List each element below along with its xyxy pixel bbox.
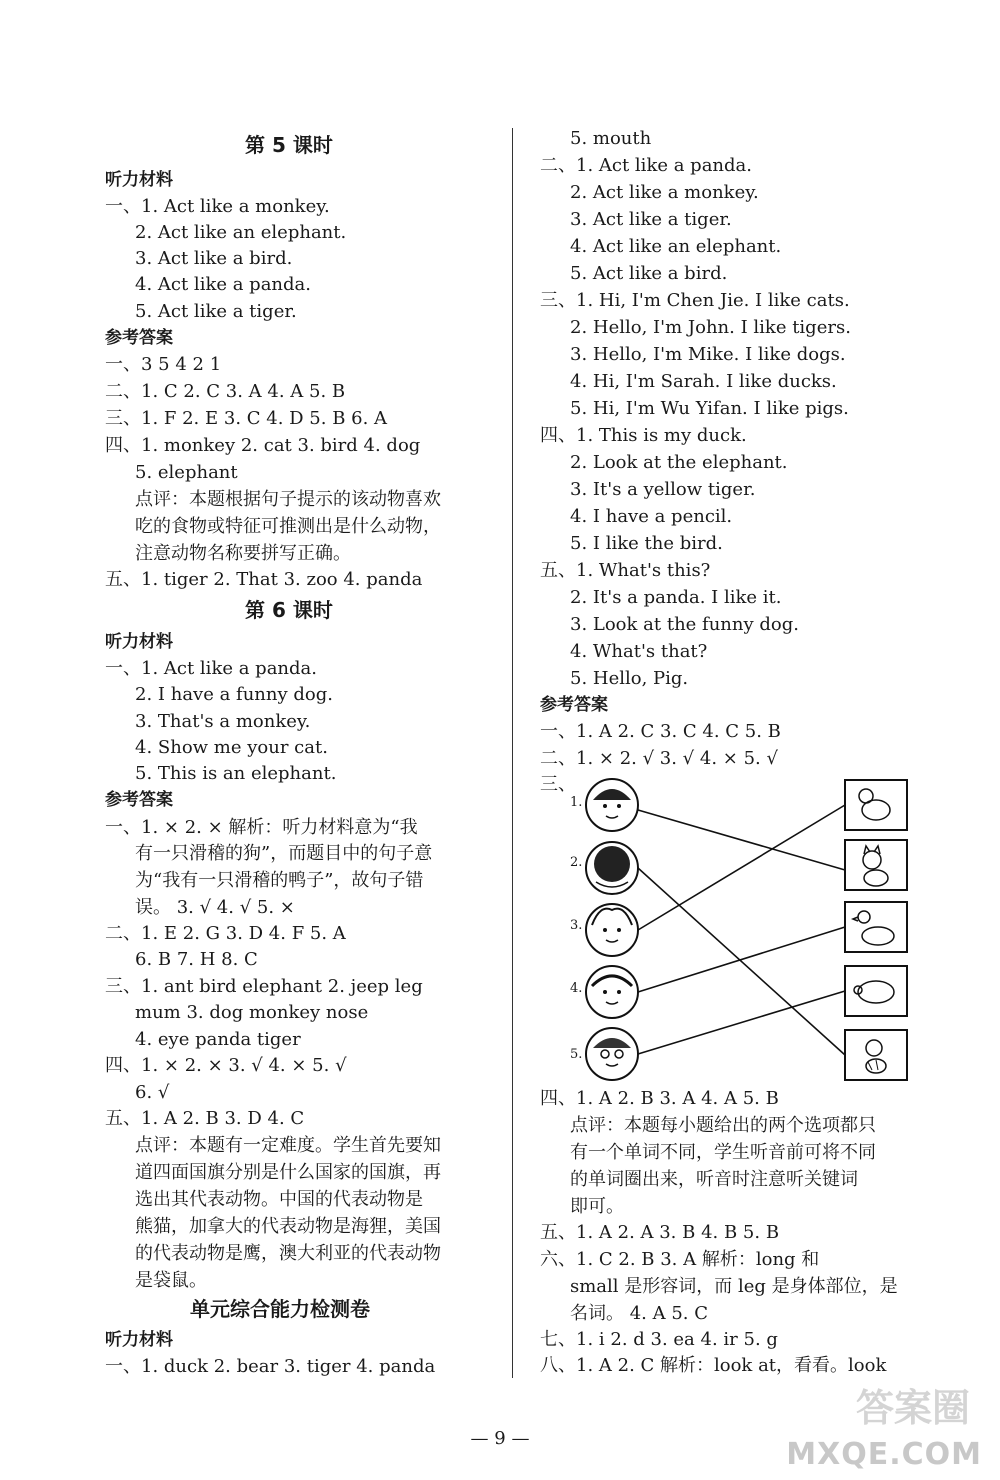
l6-answer-line: 三、1. ant bird elephant 2. jeep leg: [105, 976, 423, 997]
unit-listen-label: 听力材料: [105, 1330, 173, 1350]
l6-answer-line: 6. B 7. H 8. C: [135, 949, 258, 970]
r-listen-line: 2. Look at the elephant.: [570, 452, 788, 473]
r-answer-line: 四、1. A 2. B 3. A 4. A 5. B: [540, 1088, 779, 1109]
r-listen-line: 3. Act like a tiger.: [570, 209, 732, 230]
lesson6-title: 第 6 课时: [245, 598, 333, 622]
l6-listen-line: 5. This is an elephant.: [135, 763, 337, 784]
r-listen-line: 三、1. Hi, I'm Chen Jie. I like cats.: [540, 290, 850, 311]
l6-comment: 道四面国旗分别是什么国家的国旗，再: [135, 1162, 441, 1183]
l6-answer-line: 四、1. × 2. × 3. √ 4. × 5. √: [105, 1055, 347, 1076]
kid-face-3: [586, 904, 638, 956]
r-answer-line: 一、1. A 2. C 3. C 4. C 5. B: [540, 721, 781, 742]
r-listen-line: 4. Act like an elephant.: [570, 236, 782, 257]
match-number: 1.: [570, 795, 583, 810]
l6-answer-line: mum 3. dog monkey nose: [135, 1002, 369, 1023]
dog-picture: [845, 780, 907, 830]
r-comment: 点评：本题每小题给出的两个选项都只: [570, 1115, 876, 1136]
column-divider: [512, 128, 513, 1378]
r-listen-line: 3. Look at the funny dog.: [570, 614, 799, 635]
l6-comment: 的代表动物是鹰，澳大利亚的代表动物: [135, 1243, 441, 1264]
match-line: [638, 927, 845, 992]
match-number: 4.: [570, 981, 583, 996]
r-answer-line: 二、1. × 2. √ 3. √ 4. × 5. √: [540, 748, 778, 769]
r-answer-line: 八、1. A 2. C 解析：look at，看看。look: [540, 1355, 887, 1376]
match-line: [638, 805, 845, 930]
l6-comment: 点评：本题有一定难度。学生首先要知: [135, 1135, 441, 1156]
l6-answer-line: 误。 3. √ 4. √ 5. ×: [135, 897, 295, 918]
l6-listen-line: 2. I have a funny dog.: [135, 684, 333, 705]
watermark-logo: 答案圈: [855, 1386, 970, 1430]
l5-comment: 点评：本题根据句子提示的该动物喜欢: [135, 489, 441, 510]
l6-answer-line: 二、1. E 2. G 3. D 4. F 5. A: [105, 923, 346, 944]
r-comment: 即可。: [570, 1196, 624, 1217]
r-listen-line: 4. What's that?: [570, 641, 708, 662]
r-listen-line: 3. It's a yellow tiger.: [570, 479, 756, 500]
l6-comment: 是袋鼠。: [135, 1270, 207, 1291]
match-number: 2.: [570, 855, 583, 870]
r-listen-line: 二、1. Act like a panda.: [540, 155, 753, 176]
l6-answer-line: 五、1. A 2. B 3. D 4. C: [105, 1108, 305, 1129]
l6-answer-line: 为“我有一只滑稽的鸭子”，故句子错: [135, 870, 424, 891]
l6-comment: 选出其代表动物。中国的代表动物是: [135, 1189, 423, 1210]
match-line: [638, 868, 845, 1055]
l5-listen-line: 5. Act like a tiger.: [135, 301, 297, 322]
r-answer-line: 五、1. A 2. A 3. B 4. B 5. B: [540, 1222, 780, 1243]
l6-listen-line: 4. Show me your cat.: [135, 737, 328, 758]
l5-listen-line: 4. Act like a panda.: [135, 274, 312, 295]
watermark-text: MXQE.COM: [786, 1437, 982, 1472]
lesson5-title: 第 5 课时: [245, 133, 333, 157]
match-line: [638, 991, 845, 1054]
r-listen-line: 2. Hello, I'm John. I like tigers.: [570, 317, 851, 338]
l5-answer-line: 一、3 5 4 2 1: [105, 354, 222, 375]
l6-answer-line: 6. √: [135, 1082, 170, 1103]
lesson6-listen-label: 听力材料: [105, 632, 173, 652]
r-listen-line: 四、1. This is my duck.: [540, 425, 747, 446]
l5-answer-line: 二、1. C 2. C 3. A 4. A 5. B: [105, 381, 346, 402]
r-listen-line: 五、1. What's this?: [540, 560, 711, 581]
page-number: — 9 —: [470, 1428, 530, 1449]
pig-picture: [845, 966, 907, 1016]
l5-answer-line: 5. elephant: [135, 462, 238, 483]
r-listen-line: 4. Hi, I'm Sarah. I like ducks.: [570, 371, 837, 392]
lesson5-answer-label: 参考答案: [105, 328, 173, 348]
r-listen-line: 5. mouth: [570, 128, 652, 149]
l5-answer-line: 四、1. monkey 2. cat 3. bird 4. dog: [105, 435, 421, 456]
l5-comment: 吃的食物或特征可推测出是什么动物，: [135, 516, 441, 537]
r-comment: 有一个单词不同，学生听音前可将不同: [570, 1142, 876, 1163]
r-comment: 的单词圈出来，听音时注意听关键词: [570, 1169, 858, 1190]
l6-answer-line: 有一只滑稽的狗”，而题目中的句子意: [135, 843, 433, 864]
l5-listen-line: 一、1. Act like a monkey.: [105, 196, 330, 217]
l5-answer-line: 五、1. tiger 2. That 3. zoo 4. panda: [105, 569, 423, 590]
cat-picture: [845, 840, 907, 890]
r-listen-line: 5. I like the bird.: [570, 533, 723, 554]
r-answer-line: 七、1. i 2. d 3. ea 4. ir 5. g: [540, 1329, 778, 1350]
r-listen-line: 5. Act like a bird.: [570, 263, 728, 284]
match-number: 3.: [570, 918, 583, 933]
kid-face-1: [586, 779, 638, 831]
kid-face-4: [586, 966, 638, 1018]
l5-comment: 注意动物名称要拼写正确。: [135, 543, 351, 564]
r-answer-line: 名词。 4. A 5. C: [570, 1303, 709, 1324]
l5-listen-line: 3. Act like a bird.: [135, 248, 293, 269]
l6-answer-line: 4. eye panda tiger: [135, 1029, 301, 1050]
match-label: 三、: [540, 774, 576, 795]
r-listen-line: 5. Hi, I'm Wu Yifan. I like pigs.: [570, 398, 849, 419]
r-answer-label: 参考答案: [540, 695, 608, 715]
r-answer-line: 六、1. C 2. B 3. A 解析：long 和: [540, 1249, 820, 1270]
r-listen-line: 3. Hello, I'm Mike. I like dogs.: [570, 344, 846, 365]
r-listen-line: 2. It's a panda. I like it.: [570, 587, 782, 608]
unit-test-title: 单元综合能力检测卷: [190, 1297, 370, 1321]
match-number: 5.: [570, 1047, 583, 1062]
matching-diagram: [560, 770, 920, 1090]
match-line: [638, 810, 845, 870]
unit-listen-line: 一、1. duck 2. bear 3. tiger 4. panda: [105, 1356, 436, 1377]
match-lines: [638, 805, 845, 1055]
r-listen-line: 2. Act like a monkey.: [570, 182, 759, 203]
tiger-picture: [845, 1030, 907, 1080]
kid-face-2: [586, 842, 638, 894]
l5-answer-line: 三、1. F 2. E 3. C 4. D 5. B 6. A: [105, 408, 388, 429]
l6-comment: 熊猫，加拿大的代表动物是海狸，美国: [135, 1216, 441, 1237]
r-listen-line: 4. I have a pencil.: [570, 506, 733, 527]
l6-answer-line: 一、1. × 2. × 解析：听力材料意为“我: [105, 817, 418, 838]
l6-listen-line: 3. That's a monkey.: [135, 711, 311, 732]
lesson6-answer-label: 参考答案: [105, 790, 173, 810]
l6-listen-line: 一、1. Act like a panda.: [105, 658, 318, 679]
r-listen-line: 5. Hello, Pig.: [570, 668, 689, 689]
duck-picture: [845, 902, 907, 952]
r-answer-line: small 是形容词，而 leg 是身体部位，是: [570, 1276, 898, 1297]
lesson5-listen-label: 听力材料: [105, 170, 173, 190]
kid-face-5: [586, 1028, 638, 1080]
l5-listen-line: 2. Act like an elephant.: [135, 222, 347, 243]
